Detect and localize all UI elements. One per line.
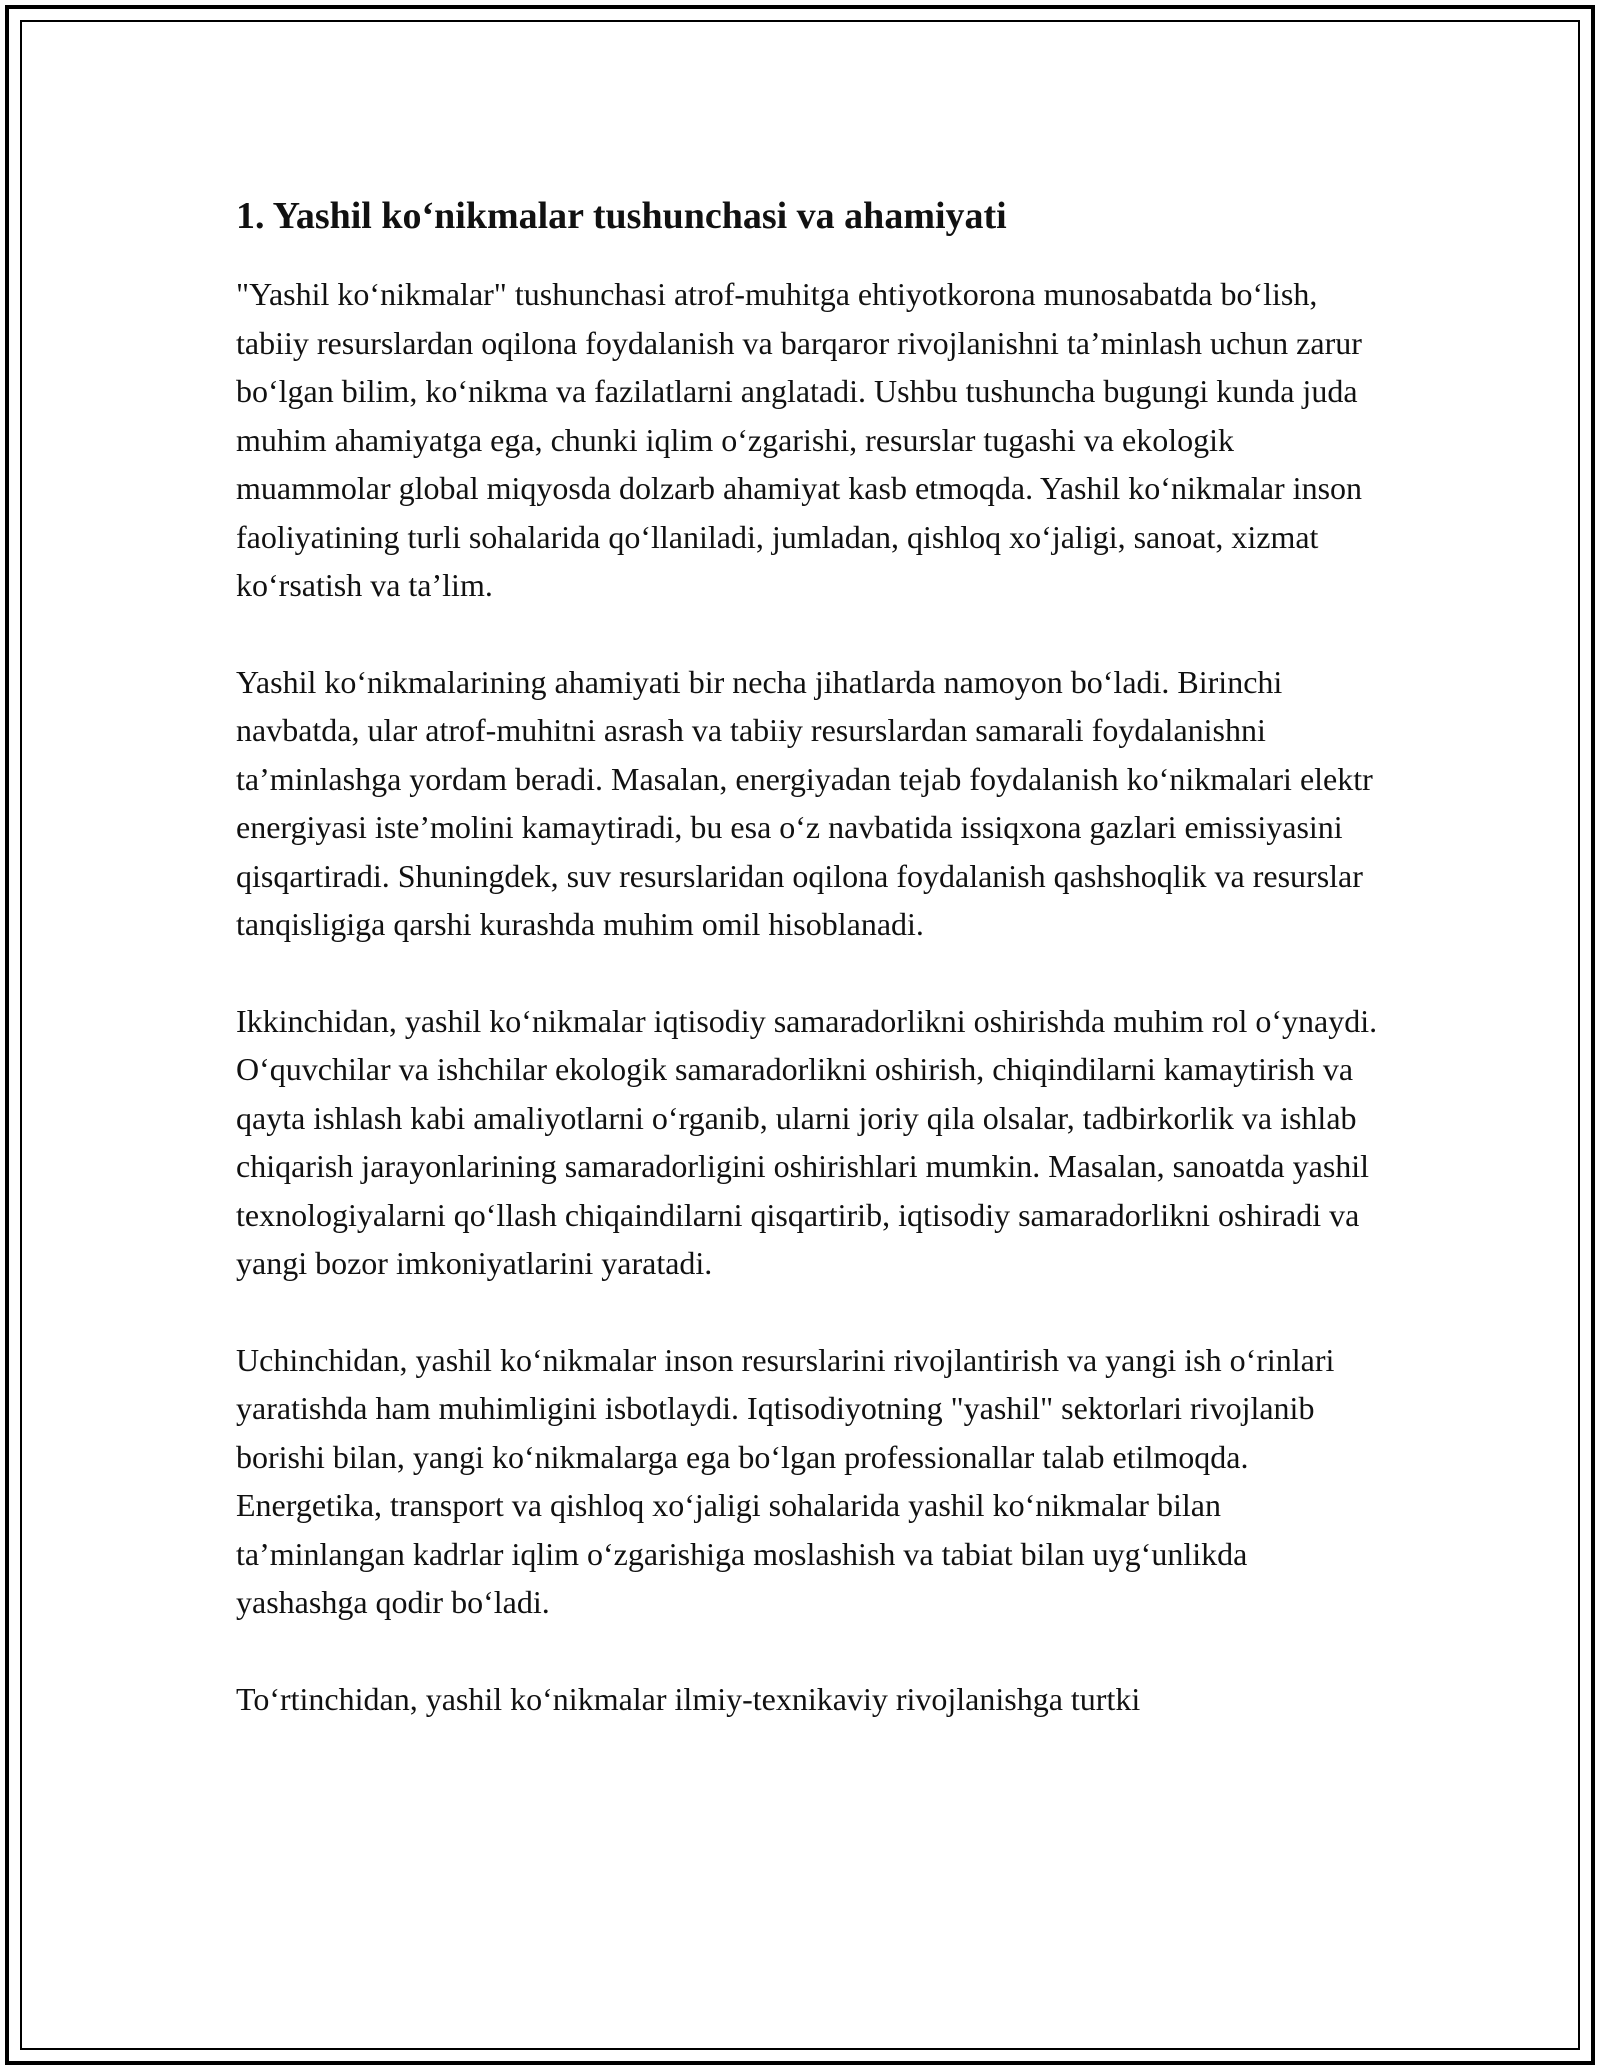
paragraph-fourth: To‘rtinchidan, yashil ko‘nikmalar ilmiy-texnikaviy rivojlanishga turtki [236,1680,1141,1717]
paragraph-definition: "Yashil ko‘nikmalar" tushunchasi atrof-muhitga ehtiyotkorona munosabatda bo‘lish, tabiiy resurslardan oqilona foydalanish va barqaror rivojlanishni ta’minlash uchun zarur bo‘lgan bilim, ko‘nikma va fazilatlarni anglatadi. Ushbu tushuncha bugungi kunda juda muhim ahamiyatga ega, chunki iqlim o‘zgarishi, resurslar tugashi va ekologik muammolar global miqyosda dolzarb ahamiyat kasb etmoqda. Yashil ko‘nikmalar inson faoliyatining turli sohalarida qo‘llaniladi, jumladan, qishloq xo‘jaligi, sanoat, xizmat ko‘rsatish va ta’lim. [236,276,1363,603]
paragraph-third: Uchinchidan, yashil ko‘nikmalar inson resurslarini rivojlantirish va yangi ish o‘rinlari yaratishda ham muhimligini isbotlaydi. Iqtisodiyotning "yashil" sektorlari rivojlanib borishi bilan, yangi ko‘nikmalarga ega bo‘lgan professionallar talab etilmoqda. Energetika, transport va qishloq xo‘jaligi sohalarida yashil ko‘nikmalar bilan ta’minlangan kadrlar iqlim o‘zgarishiga moslashish va tabiat bilan uyg‘unlikda yashashga qodir bo‘ladi. [236,1341,1335,1620]
paragraph-importance: Yashil ko‘nikmalarining ahamiyati bir necha jihatlarda namoyon bo‘ladi. Birinchi navbatda, ular atrof-muhitni asrash va tabiiy resurslardan samarali foydalanishni ta’minlashga yordam beradi. Masalan, energiyadan tejab foydalanish ko‘nikmalari elektr energiyasi iste’molini kamaytiradi, bu esa o‘z navbatida issiqxona gazlari emissiyasini qisqartiradi. Shuningdek, suv resurslaridan oqilona foydalanish qashshoqlik va resurslar tanqisligiga qarshi kurashda muhim omil hisoblanadi. [236,663,1373,942]
paragraph-second: Ikkinchidan, yashil ko‘nikmalar iqtisodiy samaradorlikni oshirishda muhim rol o‘ynaydi. O‘quvchilar va ishchilar ekologik samaradorlikni oshirish, chiqindilarni kamaytirish va qayta ishlash kabi amaliyotlarni o‘rganib, ularni joriy qila olsalar, tadbirkorlik va ishlab chiqarish jarayonlarining samaradorligini oshirishlari mumkin. Masalan, sanoatda yashil texnologiyalarni qo‘llash chiqaindilarni qisqartirib, iqtisodiy samaradorlikni oshiradi va yangi bozor imkoniyatlarini yaratadi. [236,1002,1378,1281]
document-body [236,192,1380,1771]
section-title: 1. Yashil ko‘nikmalar tushunchasi va ahamiyati [236,195,1007,237]
